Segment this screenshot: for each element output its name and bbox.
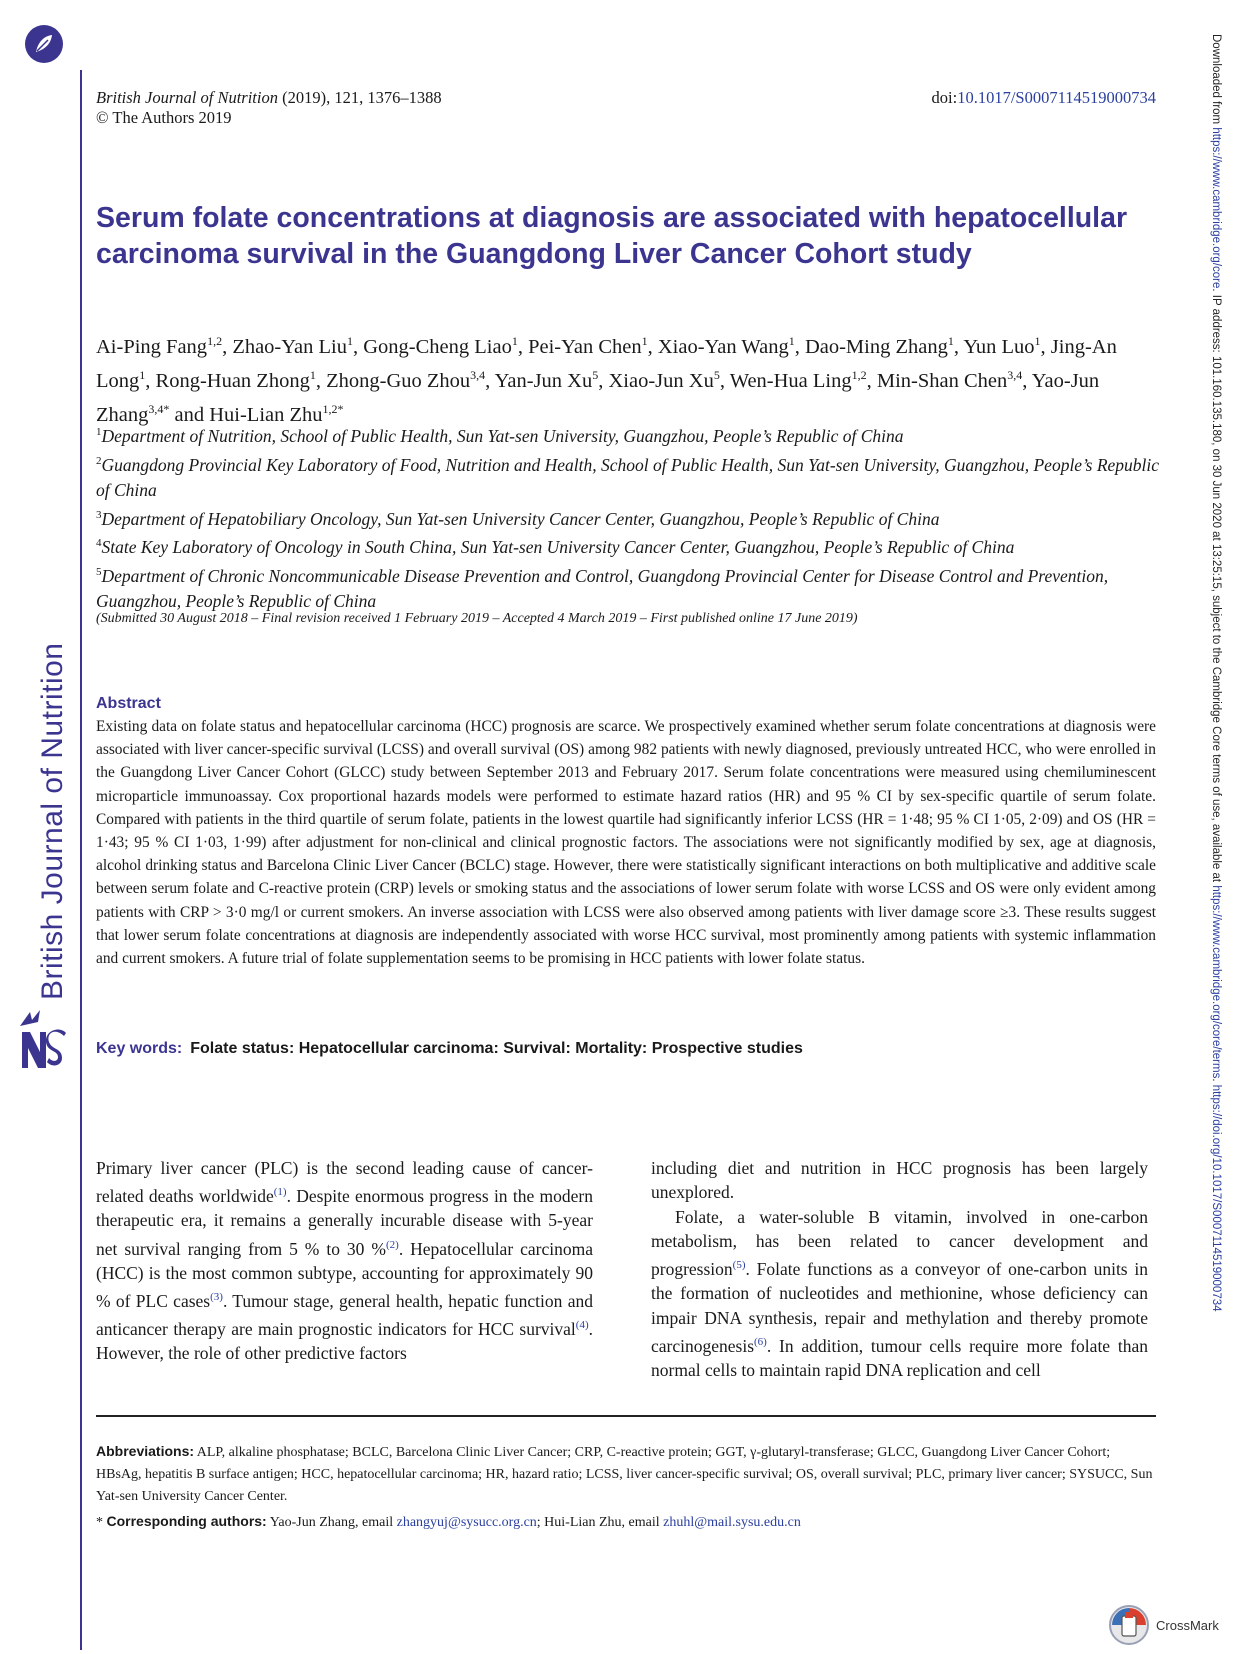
author-name: Hui-Lian Zhu xyxy=(209,403,323,426)
folate-text: . Folate functions as a conveyor of one-carbon units in the formation of nucleotides and methionine, whose deficiency can impair DNA synthesis, repair and methylation and thereby promote carcinogenesis xyxy=(651,1259,1148,1356)
author-name: Zhao-Yan Liu xyxy=(232,335,347,358)
affiliation-number: 3 xyxy=(96,508,102,521)
author-affiliation-marker: 5 xyxy=(713,367,720,382)
author-name: Gong-Cheng Liao xyxy=(363,335,512,358)
affiliation-number: 1 xyxy=(96,426,102,438)
author-affiliation-marker: 1 xyxy=(1034,334,1041,348)
author-affiliation-marker: 1,2 xyxy=(207,334,223,348)
download-notice xyxy=(1210,34,1222,1312)
submission-history: (Submitted 30 August 2018 – Final revision received 1 February 2019 – Accepted 4 March 2019 – First published online 17 June 2019) xyxy=(96,611,858,626)
author-affiliation-marker: 1 xyxy=(346,334,353,348)
affiliation-text: Department of Chronic Noncommunicable Disease Prevention and Control, Guangdong Provincial Center for Disease Control and Prevention, Guangzhou, People’s Republic of China xyxy=(96,566,1109,612)
affiliation-text: State Key Laboratory of Oncology in South China, Sun Yat-sen University Cancer Center, Guangzhou, People’s Republic of China xyxy=(101,537,1015,558)
abbreviations xyxy=(96,1440,1156,1508)
author-name: Rong-Huan Zhong xyxy=(155,369,310,392)
author-affiliation-marker: 3,4* xyxy=(148,401,170,416)
affiliation-number: 5 xyxy=(96,566,102,579)
author-affiliation-marker: 1,2* xyxy=(322,401,344,416)
affiliation-text: Department of Hepatobiliary Oncology, Sun Yat-sen University Cancer Center, Guangzhou, People’s Republic of China xyxy=(101,508,940,529)
abstract-heading: Abstract xyxy=(96,695,161,712)
author-name: Xiao-Yan Wang xyxy=(657,335,789,358)
author-separator: , xyxy=(647,335,658,358)
abbreviations-label: Abbreviations: xyxy=(96,1443,195,1459)
author-separator: , xyxy=(352,335,364,358)
author-separator: , xyxy=(794,335,805,358)
folate-text: . In addition, tumour cells require more folate than normal cells to maintain rapid DNA replication and cell xyxy=(651,1335,1148,1381)
author-separator: , xyxy=(145,369,156,392)
corresponding-label: Corresponding authors: xyxy=(106,1513,267,1529)
author-separator: , xyxy=(598,369,609,392)
author-affiliation-marker: 1 xyxy=(309,367,316,382)
download-notice-mid: . IP address: 101.160.135.180, on 30 Jun 2020 at 13:25:15, subject to the Cambridge Core terms of use, available at xyxy=(1210,288,1222,886)
author-name: Yao-Jun Zhang xyxy=(96,369,1100,426)
author-affiliation-marker: 3,4 xyxy=(1007,367,1023,382)
author-name: Min-Shan Chen xyxy=(876,369,1008,392)
doi-prefix: doi: xyxy=(931,88,958,107)
author-separator: , xyxy=(1022,369,1032,392)
copyright: © The Authors 2019 xyxy=(96,108,232,127)
intro-text: . Tumour stage, general health, hepatic function and anticancer therapy are main prognostic indicators for HCC survival xyxy=(96,1290,593,1340)
crossmark-label: CrossMark xyxy=(1156,1617,1219,1633)
author-affiliation-marker: 1 xyxy=(788,334,795,348)
abbreviations-text: ALP, alkaline phosphatase; BCLC, Barcelona Clinic Liver Cancer; CRP, C-reactive protein; GGT, γ-glutaryl-transferase; GLCC, Guangdong Liver Cancer Cohort; HBsAg, hepatitis B surface antigen; HCC, hepatocellular carcinoma; HR, hazard ratio; LCSS, liver cancer-specific survival; OS, overall survival; PLC, primary liver cancer; SYSUCC, Sun Yat-sen University Cancer Center. xyxy=(96,1445,1153,1504)
body-column-left xyxy=(96,1156,593,1366)
author-affiliation-marker: 1 xyxy=(641,334,648,348)
affiliation-number: 4 xyxy=(96,537,102,550)
corresponding-text: Yao-Jun Zhang, email xyxy=(266,1515,397,1530)
author-name: Jing-An Long xyxy=(96,335,1117,392)
corresponding-star: * xyxy=(96,1515,103,1530)
citation-1[interactable]: (1) xyxy=(273,1186,287,1199)
body-column-right xyxy=(651,1156,1148,1382)
intro-text: . Despite enormous progress in the modern therapeutic era, it remains a generally incurable disease with 5-year net survival ranging from 5 % to 30 % xyxy=(96,1186,594,1259)
author-affiliation-marker: 1 xyxy=(139,367,146,382)
folate-text: Folate, a water-soluble B vitamin, involved in one-carbon metabolism, has been related to cancer development and progression xyxy=(651,1206,1148,1280)
doi-rail-link[interactable]: https://doi.org/10.1017/S0007114519000734 xyxy=(1210,1084,1222,1312)
keywords xyxy=(96,1040,803,1058)
author-affiliation-marker: 5 xyxy=(592,367,599,382)
author-separator: , xyxy=(953,335,964,358)
affiliation-text: Guangdong Provincial Key Laboratory of Food, Nutrition and Health, School of Public Health, Sun Yat-sen University, Guangzhou, People’s Republic of China xyxy=(96,454,1160,500)
cambridge-core-link[interactable]: https://www.cambridge.org/core xyxy=(1210,127,1222,289)
intro-text: Primary liver cancer (PLC) is the second leading cause of cancer-related deaths worldwide xyxy=(96,1158,593,1207)
email-link-zhang[interactable]: zhangyuj@sysucc.org.cn xyxy=(396,1515,537,1530)
keywords-text: Folate status: Hepatocellular carcinoma: Survival: Mortality: Prospective studies xyxy=(190,1040,803,1057)
author-separator: , xyxy=(719,369,730,392)
affiliation-list xyxy=(96,420,1166,614)
corresponding-authors xyxy=(96,1513,1156,1531)
author-affiliation-marker: 1 xyxy=(511,334,518,348)
author-separator: , xyxy=(517,335,529,358)
author-name: Xiao-Jun Xu xyxy=(608,369,714,392)
author-name: Zhong-Guo Zhou xyxy=(326,369,471,392)
intro-text: . However, the role of other predictive factors xyxy=(96,1319,593,1364)
email-link-zhu[interactable]: zhuhl@mail.sysu.edu.cn xyxy=(663,1515,801,1530)
citation-3[interactable]: (3) xyxy=(210,1291,223,1304)
author-name: Yun Luo xyxy=(963,335,1035,358)
author-separator: , xyxy=(866,369,877,392)
intro-paragraph-continued: including diet and nutrition in HCC prognosis has been largely unexplored. xyxy=(651,1158,1148,1203)
citation-2[interactable]: (2) xyxy=(385,1238,399,1251)
author-list xyxy=(96,327,1156,428)
author-name: Wen-Hua Ling xyxy=(729,369,852,392)
affiliation-item xyxy=(96,420,1166,449)
abstract-body: Existing data on folate status and hepatocellular carcinoma (HCC) prognosis are scarce. We prospectively examined whether serum folate concentrations at diagnosis were associated with liver cancer-specific survival (LCSS) and overall survival (OS) among 982 patients with newly diagnosed, previously untreated HCC, who were enrolled in the Guangdong Liver Cancer Cohort (GLCC) study between September 2013 and February 2017. Serum folate concentrations were measured using chemiluminescent microparticle immunoassay. Cox proportional hazards models were performed to estimate hazard ratios (HR) and 95 % CI by sex-specific quartile of serum folate. Compared with patients in the third quartile of serum folate, patients in the lowest quartile had significantly inferior LCSS (HR = 1·48; 95 % CI 1·05, 2·09) and OS (HR = 1·43; 95 % CI 1·03, 1·99) after adjustment for non-clinical and clinical prognostic factors. The associations were not significantly modified by sex, age at diagnosis, alcohol drinking status and Barcelona Clinic Liver Cancer (BCLC) stage. However, there were statistically significant interactions on both multiplicative and additive scale between serum folate and C-reactive protein (CRP) levels or smoking status and the associations of lower serum folate with worse LCSS and OS were only evident among patients with CRP > 3·0 mg/l or current smokers. An inverse association with LCSS were also observed among patients with liver damage score ≥3. These results suggest that lower serum folate concentrations at diagnosis are independently associated with worse HCC survival, most prominently among patients with systemic inflammation and current smokers. A future trial of folate supplementation seems to be promising in HCC patients with lower folate status. xyxy=(96,718,1156,968)
citation-4[interactable]: (4) xyxy=(575,1319,589,1332)
author-separator: , xyxy=(315,369,327,392)
affiliation-item xyxy=(96,560,1166,614)
sidebar-journal-title: British Journal of Nutrition xyxy=(36,642,69,1000)
author-affiliation-marker: 3,4 xyxy=(470,367,486,382)
author-affiliation-marker: 1,2 xyxy=(851,367,867,382)
ns-logo-icon xyxy=(16,1006,68,1070)
intro-paragraph xyxy=(96,1156,593,1366)
folate-paragraph xyxy=(651,1205,1148,1383)
author-affiliation-marker: 1 xyxy=(947,334,954,348)
citation-5[interactable]: (5) xyxy=(732,1259,746,1272)
journal-rail-line xyxy=(80,70,82,1650)
author-separator: , xyxy=(222,335,233,358)
author-separator: , xyxy=(485,369,495,392)
crossmark-icon xyxy=(1108,1604,1150,1646)
download-notice-sep: . xyxy=(1210,1078,1222,1085)
citation-6[interactable]: (6) xyxy=(754,1335,767,1348)
author-separator: , xyxy=(1040,335,1051,358)
keywords-label: Key words: xyxy=(96,1040,183,1057)
affiliation-text: Department of Nutrition, School of Public Health, Sun Yat-sen University, Guangzhou, People’s Republic of China xyxy=(101,425,904,446)
footnote-divider xyxy=(96,1415,1156,1417)
affiliation-item xyxy=(96,503,1166,532)
journal-details: (2019), 121, 1376–1388 xyxy=(282,88,442,107)
journal-citation xyxy=(96,88,442,108)
author-name: Dao-Ming Zhang xyxy=(804,335,948,358)
ns-circle-logo-icon xyxy=(24,24,64,64)
cambridge-terms-link[interactable]: https://www.cambridge.org/core/terms xyxy=(1210,885,1222,1079)
author-name: Yan-Jun Xu xyxy=(494,369,593,392)
journal-name: British Journal of Nutrition xyxy=(96,88,278,107)
intro-text: . Hepatocellular carcinoma (HCC) is the most common subtype, accounting for approximately 90 % of PLC cases xyxy=(96,1238,593,1311)
affiliation-item xyxy=(96,449,1166,503)
corresponding-text: ; Hui-Lian Zhu, email xyxy=(536,1515,664,1530)
author-name: Pei-Yan Chen xyxy=(528,335,642,358)
article-title: Serum folate concentrations at diagnosis are associated with hepatocellular carcinoma survival in the Guangdong Liver Cancer Cohort study xyxy=(96,202,1128,270)
author-separator: and xyxy=(169,403,210,426)
affiliation-number: 2 xyxy=(96,454,102,467)
doi xyxy=(932,88,1156,108)
crossmark-button[interactable] xyxy=(1108,1604,1219,1646)
author-name: Ai-Ping Fang xyxy=(96,335,208,358)
doi-link[interactable]: 10.1017/S0007114519000734 xyxy=(957,88,1156,107)
affiliation-item xyxy=(96,531,1166,560)
download-notice-pre: Downloaded from xyxy=(1210,34,1222,128)
